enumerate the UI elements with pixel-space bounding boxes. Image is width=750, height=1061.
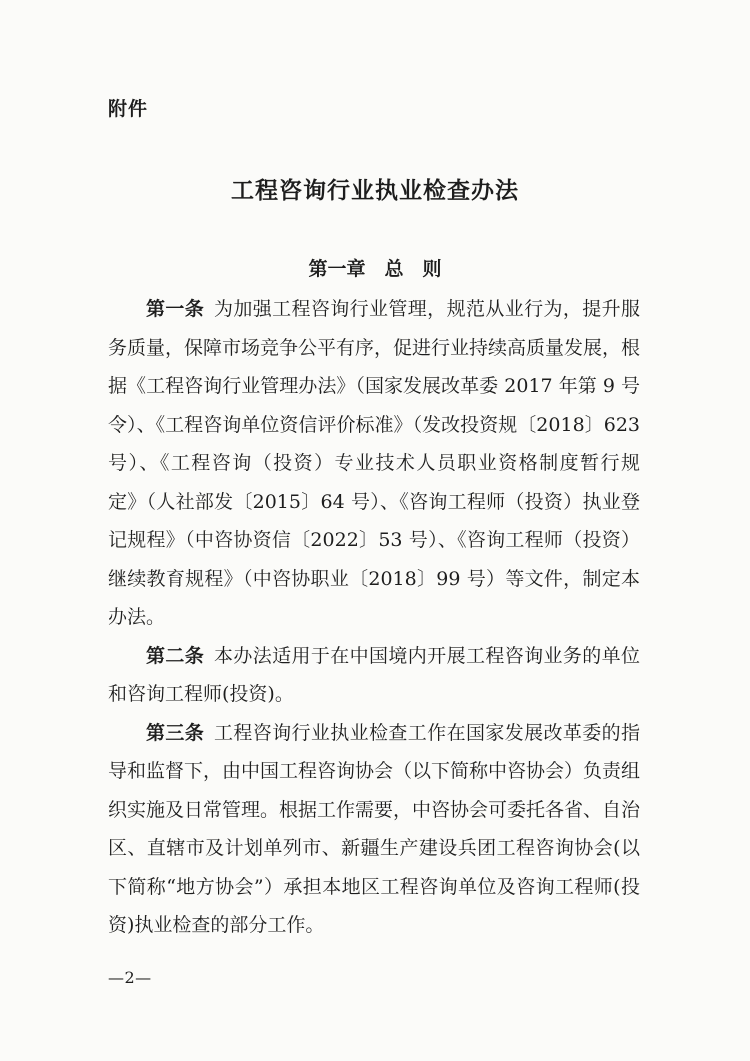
attachment-label: 附件 [108,98,149,120]
article-text-2: 本办法适用于在中国境内开展工程咨询业务的单位和咨询工程师(投资)。 [108,644,640,705]
article-heading-3: 第三条 [146,721,205,744]
page-number: —2— [108,968,152,987]
article-paragraph-2 [108,637,640,714]
document-body [108,290,640,945]
article-text-3: 工程咨询行业执业检查工作在国家发展改革委的指导和监督下，由中国工程咨询协会（以下简称中咨协会）负责组织实施及日常管理。根据工作需要，中咨协会可委托各省、自治区、直辖市及计划单列市、新疆生产建设兵团工程咨询协会(以下简称“地方协会”）承担本地区工程咨询单位及咨询工程师(投资)执业检查的部分工作。 [108,721,641,936]
article-heading-2: 第二条 [146,644,205,667]
article-text-1: 为加强工程咨询行业管理，规范从业行为，提升服务质量，保障市场竞争公平有序，促进行业持续高质量发展，根据《工程咨询行业管理办法》（国家发展改革委 2017 年第 9 号令）、《工程咨询单位资信评价标准》（发改投资规〔2018〕623 号）、《工程咨询（投资）专业技术人员职业资格制度暂行规定》（人社部发〔2015〕64 号）、《咨询工程师（投资）执业登记规程》（中咨协资信〔2022〕53 号）、《咨询工程师（投资）继续教育规程》（中咨协职业〔2018〕99 号）等文件，制定本办法。 [108,298,641,628]
article-heading-1: 第一条 [146,298,205,320]
article-paragraph-1 [108,290,640,637]
document-title: 工程咨询行业执业检查办法 [231,178,519,204]
chapter-title: 第一章 总 则 [308,258,442,280]
article-paragraph-3 [108,714,640,945]
